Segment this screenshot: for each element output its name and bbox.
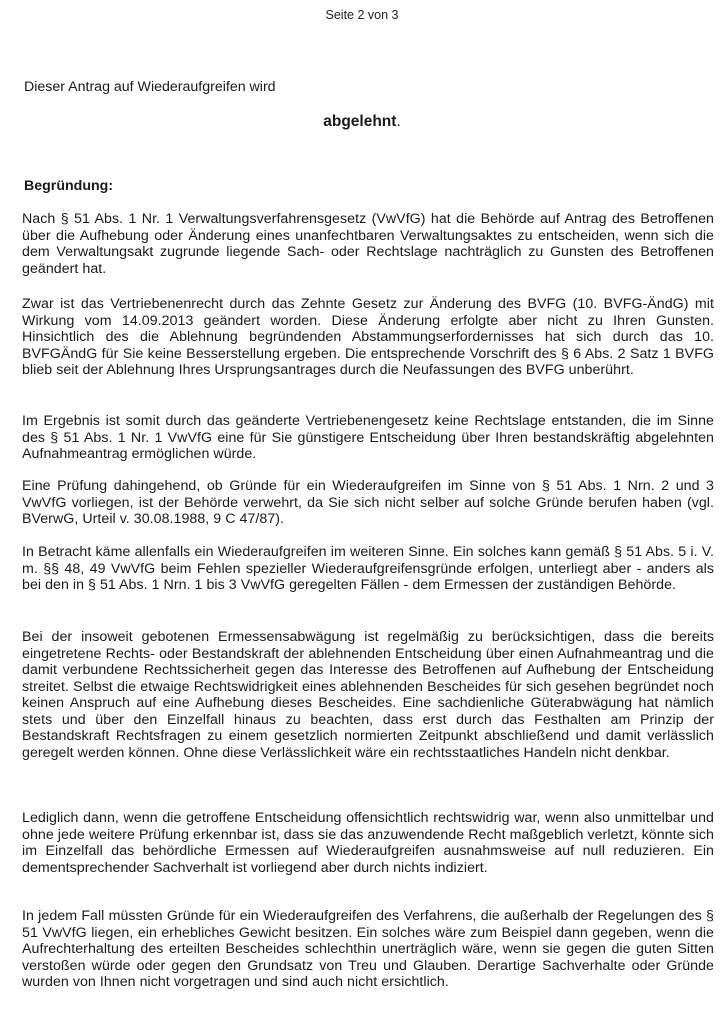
decision-word: abgelehnt	[323, 113, 397, 130]
paragraph-broader-sense: In Betracht käme allenfalls ein Wiederaufgreifen im weiteren Sinne. Ein solches kann gemäß § 51 Abs. 5 i. V. m. §§ 48, 49 VwVfG beim Fehlen spezieller Wiederaufgreifensgründe erfolgen, unterliegt aber - anders als bei den in § 51 Abs. 1 Nrn. 1 bis 3 VwVfG geregelten Fällen - dem Ermessen der zuständigen Behörde.	[22, 544, 714, 593]
paragraph-weighty-reasons: In jedem Fall müssten Gründe für ein Wiederaufgreifen des Verfahrens, die außerhalb der Regelungen des § 51 VwVfG liegen, ein erhebliches Gewicht besitzen. Ein solches wäre zum Beispiel dann gegeben, wenn die Aufrechterhaltung des erteilten Bescheides schlechthin unerträglich wäre, wenn sie gegen die guten Sitten verstoßen würde oder gegen den Grundsatz von Treu und Glauben. Derartige Sachverhalte oder Gründe wurden von Ihnen nicht vorgetragen und sind auch nicht ersichtlich.	[22, 908, 714, 990]
paragraph-exception: Lediglich dann, wenn die getroffene Entscheidung offensichtlich rechtswidrig war, wenn also unmittelbar und ohne jede weitere Prüfung erkennbar ist, dass sie das anzuwendende Recht maßgeblich verletzt, könnte sich im Einzelfall das behördliche Ermessen auf Wiederaufgreifen ausnahmsweise auf null reduzieren. Ein dementsprechender Sachverhalt ist vorliegend aber durch nichts indiziert.	[22, 810, 714, 876]
decision-period: .	[396, 113, 401, 130]
decision-line	[0, 113, 724, 131]
page-number-label: Seite 2 von 3	[325, 8, 399, 22]
paragraph-discretion: Bei der insoweit gebotenen Ermessensabwägung ist regelmäßig zu berücksichtigen, dass die bereits eingetretene Rechts- oder Bestandskraft der ablehnenden Entscheidung über einen Aufnahmeantrag und die damit verbundene Rechtssicherheit gegen das Interesse des Betroffenen auf Aufhebung der Entscheidung streitet. Selbst die etwaige Rechtswidrigkeit eines ablehnenden Bescheides für sich gesehen begründet noch keinen Anspruch auf eine Aufhebung dieses Bescheides. Eine sachdienliche Güterabwägung hat nämlich stets und über den Einzelfall hinaus zu beachten, dass erst durch das Festhalten am Prinzip der Bestandskraft Rechtsfragen zu einem gesetzlich normierten Zeitpunkt abschließend und damit verlässlich geregelt werden können. Ohne diese Verlässlichkeit wäre ein rechtsstaatliches Handeln nicht denkbar.	[22, 629, 714, 761]
paragraph-law-change: Zwar ist das Vertriebenenrecht durch das Zehnte Gesetz zur Änderung des BVFG (10. BVFG-ÄndG) mit Wirkung vom 14.09.2013 geändert worden. Diese Änderung erfolgte aber nicht zu Ihren Gunsten. Hinsichtlich des die Ablehnung begründenden Abstammungserfordernisses hat sich durch das 10. BVFGÄndG für Sie keine Besserstellung ergeben. Die entsprechende Vorschrift des § 6 Abs. 2 Satz 1 BVFG blieb seit der Ablehnung Ihres Ursprungsantrages durch die Neufassungen des BVFG unberührt.	[22, 296, 714, 378]
intro-sentence: Dieser Antrag auf Wiederaufgreifen wird	[24, 79, 276, 95]
section-heading: Begründung:	[24, 178, 114, 194]
paragraph-result: Im Ergebnis ist somit durch das geänderte Vertriebenengesetz keine Rechtslage entstanden, die im Sinne des § 51 Abs. 1 Nr. 1 VwVfG eine für Sie günstigere Entscheidung über Ihren bestandskräftig abgelehnten Aufnahmeantrag ermöglichen würde.	[22, 413, 714, 462]
paragraph-legal-basis: Nach § 51 Abs. 1 Nr. 1 Verwaltungsverfahrensgesetz (VwVfG) hat die Behörde auf Antrag des Betroffenen über die Aufhebung oder Änderung eines unanfechtbaren Verwaltungsaktes zu entscheiden, wenn sich die dem Verwaltungsakt zugrunde liegende Sach- oder Rechtslage nachträglich zu Gunsten des Betroffenen geändert hat.	[22, 211, 714, 277]
paragraph-review: Eine Prüfung dahingehend, ob Gründe für ein Wiederaufgreifen im Sinne von § 51 Abs. 1 Nrn. 2 und 3 VwVfG vorliegen, ist der Behörde verwehrt, da Sie sich nicht selber auf solche Gründe berufen haben (vgl. BVerwG, Urteil v. 30.08.1988, 9 C 47/87).	[22, 478, 714, 527]
